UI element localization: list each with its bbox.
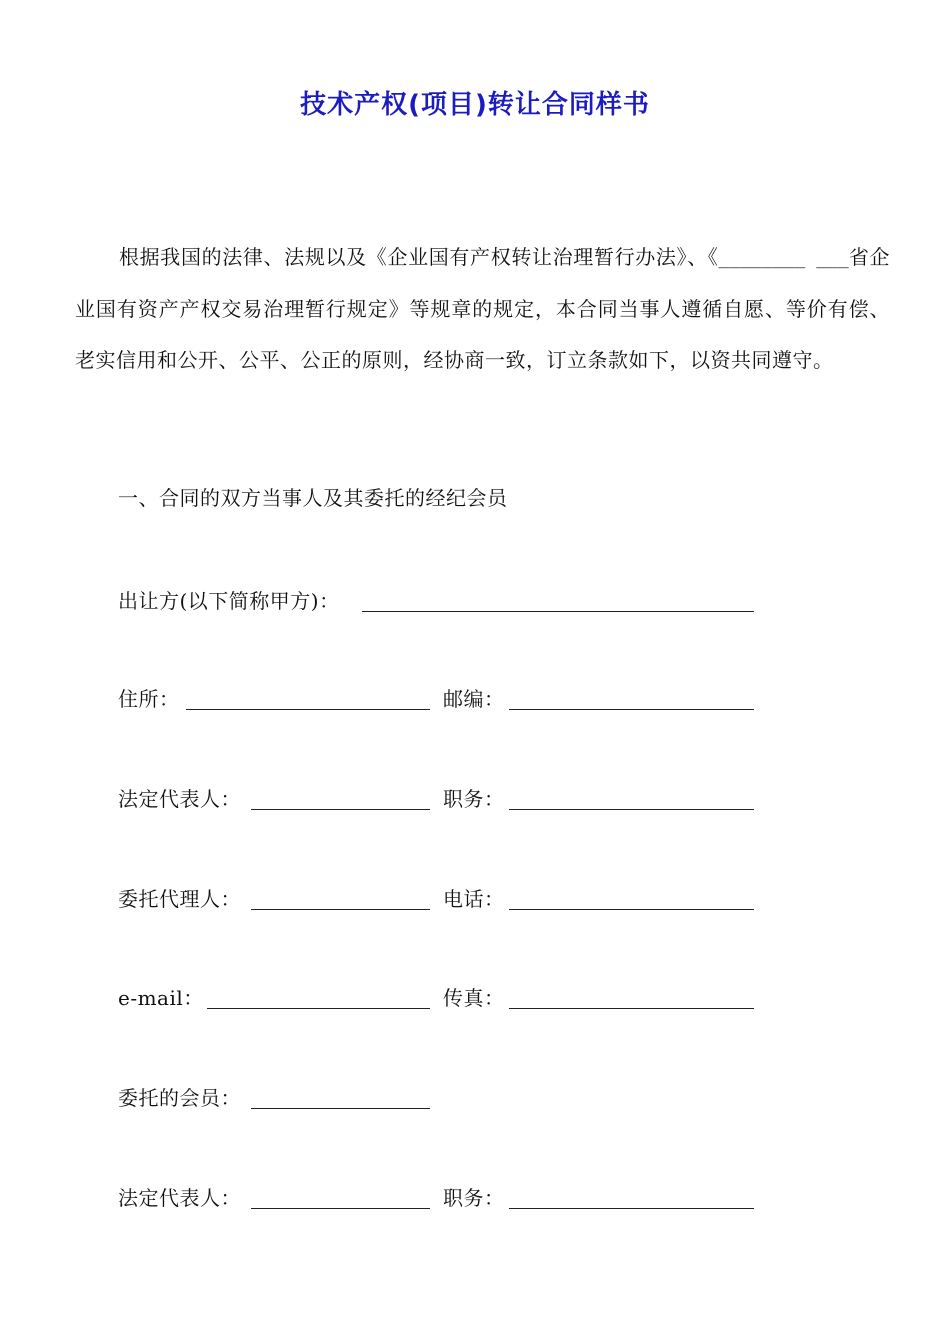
legal-rep-row xyxy=(118,784,768,818)
postcode-label: 邮编： xyxy=(443,687,505,711)
phone-input-line[interactable] xyxy=(509,909,754,910)
legal-rep-label: 法定代表人： xyxy=(118,787,241,811)
member-position-input-line[interactable] xyxy=(509,1208,754,1209)
agent-label: 委托代理人： xyxy=(118,887,241,911)
member-legal-rep-input-line[interactable] xyxy=(251,1208,430,1209)
address-input-line[interactable] xyxy=(186,709,430,710)
member-row xyxy=(118,1083,768,1117)
agent-input-line[interactable] xyxy=(251,909,430,910)
transferor-input-line[interactable] xyxy=(362,611,754,612)
position-label: 职务： xyxy=(443,787,505,811)
transferor-label: 出让方(以下简称甲方)： xyxy=(118,589,340,613)
member-legal-rep-label: 法定代表人： xyxy=(118,1186,241,1210)
phone-label: 电话： xyxy=(443,887,505,911)
postcode-input-line[interactable] xyxy=(509,709,754,710)
email-label: e-mail： xyxy=(118,986,204,1010)
member-label: 委托的会员： xyxy=(118,1086,241,1110)
intro-paragraph xyxy=(75,232,890,386)
fax-label: 传真： xyxy=(443,986,505,1010)
member-input-line[interactable] xyxy=(251,1108,430,1109)
legal-rep-input-line[interactable] xyxy=(251,809,430,810)
section-1-heading: 一、合同的双方当事人及其委托的经纪会员 xyxy=(118,486,508,510)
email-input-line[interactable] xyxy=(207,1008,430,1009)
document-title: 技术产权(项目)转让合同样书 xyxy=(300,90,650,120)
agent-row xyxy=(118,884,768,918)
member-position-label: 职务： xyxy=(443,1186,505,1210)
intro-text-part1: 根据我国的法律、法规以及《企业国有产权转让治理暂行办法》、《 xyxy=(119,245,719,269)
address-label: 住所： xyxy=(118,687,180,711)
intro-province-blank[interactable]: ________ ___ xyxy=(718,248,849,269)
member-legal-rep-row xyxy=(118,1183,768,1217)
intro-text-part2: 省企业国有资产产权交易治理暂行规定》等规章的规定，本合同当事人遵循自愿、等价有偿、老实信用和公开、公平、公正的原则，经协商一致，订立条款如下，以资共同遵守。 xyxy=(75,245,891,372)
transferor-row xyxy=(118,586,768,620)
email-row xyxy=(118,983,768,1017)
fax-input-line[interactable] xyxy=(509,1008,754,1009)
position-input-line[interactable] xyxy=(509,809,754,810)
address-row xyxy=(118,684,768,718)
